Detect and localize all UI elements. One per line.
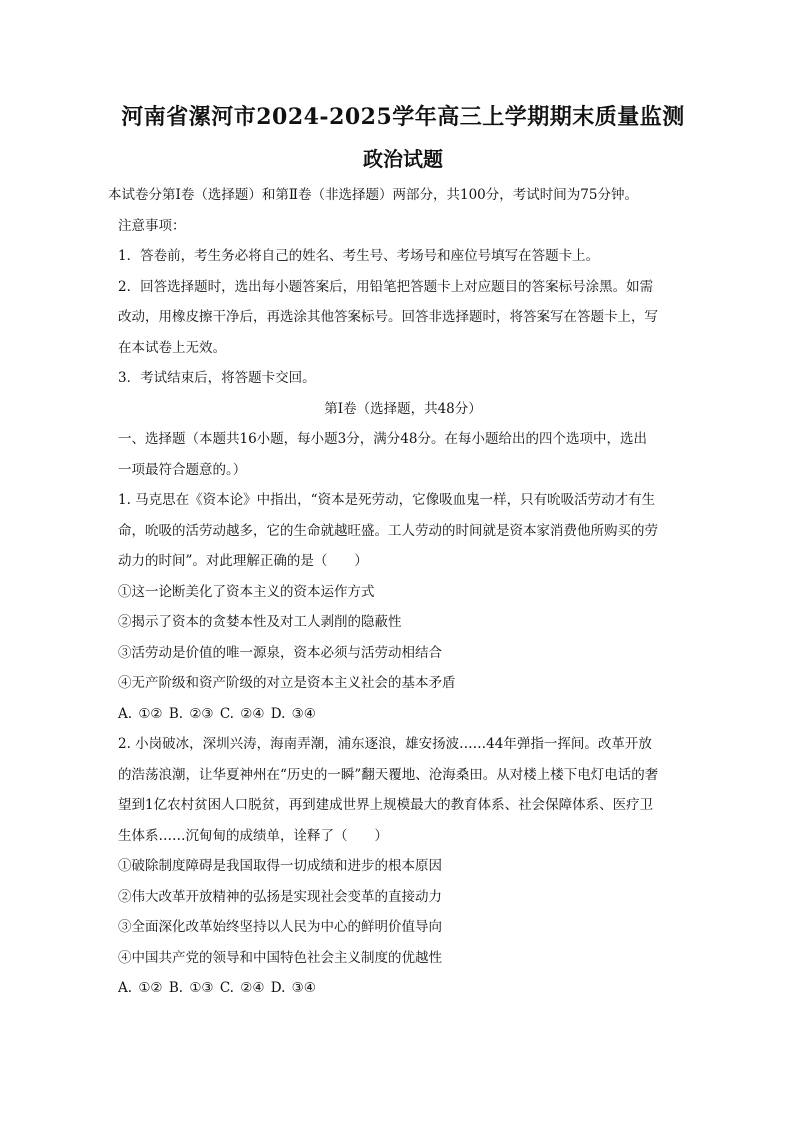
- note-3: 3．考试结束后，将答题卡交回。: [118, 370, 316, 386]
- question-stem-line: 动力的时间”。对此理解正确的是（ ）: [118, 553, 368, 569]
- question-stem-line: 望到1亿农村贫困人口脱贫，再到建成世界上规模最大的教育体系、社会保障体系、医疗卫: [118, 797, 654, 813]
- exam-subtitle: 政治试题: [363, 147, 443, 171]
- exam-page: [108, 100, 688, 1004]
- question-options: A. ①② B. ②③ C. ②④ D. ③④: [118, 705, 316, 722]
- note-2-line-3: 在本试卷上无效。: [118, 339, 226, 356]
- note-2-line-2: 改动，用橡皮擦干净后，再选涂其他答案标号。回答非选择题时，将答案写在答题卡上，写: [118, 309, 658, 325]
- question-item-3: ③全面深化改革始终坚持以人民为中心的鲜明价值导向: [118, 919, 442, 935]
- section-heading: 第Ⅰ卷（选择题，共48分）: [324, 400, 482, 417]
- question-item-1: ①这一论断美化了资本主义的资本运作方式: [118, 583, 375, 600]
- question-2: [118, 729, 688, 1004]
- question-item-2: ②揭示了资本的贪婪本性及对工人剥削的隐蔽性: [118, 614, 402, 630]
- note-1: 1．答卷前，考生务必将自己的姓名、考生号、考场号和座位号填写在答题卡上。: [118, 248, 600, 264]
- notice-label: 注意事项：: [118, 217, 186, 234]
- question-stem-line: 2. 小岗破冰，深圳兴涛，海南弄潮，浦东逐浪，雄安扬波……44年弹指一挥间。改革开放: [118, 736, 652, 752]
- question-stem-line: 命，吮吸的活劳动越多，它的生命就越旺盛。工人劳动的时间就是资本家消费他所购买的劳: [118, 522, 658, 539]
- question-item-4: ④中国共产党的领导和中国特色社会主义制度的优越性: [118, 949, 442, 966]
- exam-title: 河南省漯河市2024-2025学年高三上学期期末质量监测: [121, 104, 685, 130]
- section-instruction-line-1: 一、选择题（本题共16小题，每小题3分，满分48分。在每小题给出的四个选项中，选出: [118, 431, 647, 447]
- question-stem-line: 的浩荡浪潮，让华夏神州在“历史的一瞬”翻天覆地、沧海桑田。从对楼上楼下电灯电话的奢: [118, 766, 659, 783]
- section-1: [118, 394, 688, 486]
- question-options: A. ①② B. ①③ C. ②④ D. ③④: [118, 980, 316, 996]
- intro-section: [108, 180, 688, 394]
- question-item-4: ④无产阶级和资产阶级的对立是资本主义社会的基本矛盾: [118, 675, 456, 691]
- question-item-2: ②伟大改革开放精神的弘扬是实现社会变革的直接动力: [118, 888, 442, 905]
- note-2-line-1: 2．回答选择题时，选出每小题答案后，用铅笔把答题卡上对应题目的答案标号涂黑。如需: [118, 278, 654, 295]
- section-instruction-line-2: 一项最符合题意的。）: [118, 461, 247, 478]
- intro-line: 本试卷分第Ⅰ卷（选择题）和第Ⅱ卷（非选择题）两部分，共100分，考试时间为75分钟。: [108, 187, 638, 203]
- question-stem-line: 1. 马克思在《资本论》中指出，“资本是死劳动，它像吸血鬼一样，只有吮吸活劳动才有生: [118, 492, 656, 508]
- question-1: [118, 485, 688, 729]
- question-item-1: ①破除制度障碍是我国取得一切成绩和进步的根本原因: [118, 858, 442, 874]
- question-stem-line: 生体系……沉甸甸的成绩单，诠释了（ ）: [118, 827, 388, 844]
- question-item-3: ③活劳动是价值的唯一源泉，资本必须与活劳动相结合: [118, 644, 442, 661]
